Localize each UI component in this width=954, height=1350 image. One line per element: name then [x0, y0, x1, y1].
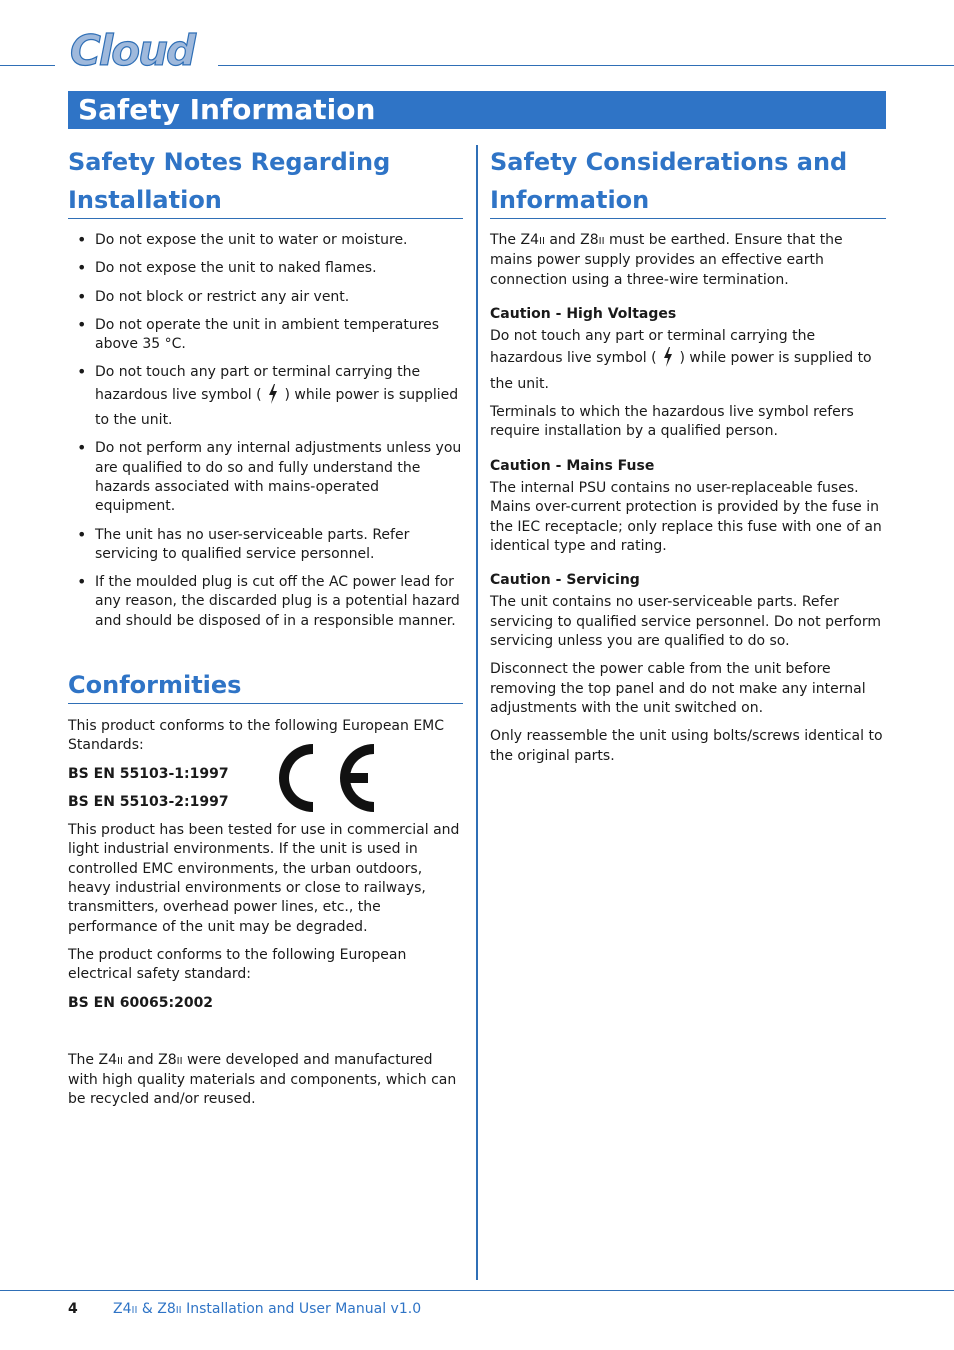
mains-fuse-title: Caution - Mains Fuse	[490, 457, 655, 474]
high-voltage-text: Do not touch any part or terminal carrying the hazardous live symbol ( ) while power is supplied to the unit.	[490, 328, 872, 392]
section-banner	[68, 91, 886, 129]
servicing-text-2: Disconnect the power cable from the unit before removing the top panel and do not make any internal adjustments with the unit switched on.	[490, 661, 866, 716]
considerations-heading: Safety Considerations and Information	[490, 148, 848, 214]
list-item: • Do not touch any part or terminal carrying the hazardous live symbol ( ) while power is supplied to the unit.	[68, 363, 463, 430]
servicing-text-3: Only reassemble the unit using bolts/screws identical to the original parts.	[490, 728, 883, 764]
cloud-logo	[68, 28, 208, 76]
list-item: • The unit has no user-serviceable parts. Refer servicing to qualified service personnel.	[68, 526, 463, 565]
svg-text:Cloud: Cloud	[70, 28, 195, 72]
recycle-text: The Z4II and Z8II were developed and manufactured with high quality materials and components, which can be recycled and/or reused.	[68, 1051, 457, 1108]
conformities-text	[68, 717, 460, 1119]
page-title: Safety Information	[78, 93, 376, 126]
page-number: 4	[68, 1301, 78, 1317]
installation-heading-rule	[68, 218, 463, 219]
high-voltage-text-2: Terminals to which the hazardous live symbol refers require installation by a qualified person.	[490, 404, 854, 440]
emc-tested-text: This product has been tested for use in commercial and light industrial environments. If the unit is used in controlled EMC environments, the urban outdoors, heavy industrial environments or close to railways, transmitters, overhead power lines, etc., the performance of the unit may be degraded.	[68, 822, 460, 935]
lightning-bolt-icon	[266, 383, 280, 411]
emc-standard-1: BS EN 55103-1:1997	[68, 765, 229, 782]
servicing-text-1: The unit contains no user-serviceable parts. Refer servicing to qualified service personnel. Do not perform servicing unless you are qualified to do so.	[490, 594, 881, 650]
conformities-heading-rule	[68, 703, 463, 704]
installation-notes	[68, 231, 463, 640]
column-divider	[476, 145, 478, 1280]
manual-title: Z4II & Z8II Installation and User Manual v1.0	[113, 1301, 422, 1317]
earth-text: The Z4II and Z8II must be earthed. Ensure that the mains power supply provides an effective earth connection using a three-wire termination.	[490, 232, 843, 288]
electrical-intro: The product conforms to the following European electrical safety standard:	[68, 946, 407, 983]
list-item: • Do not perform any internal adjustments unless you are qualified to do so and fully understand the hazards associated with mains-operated equipment.	[68, 439, 463, 516]
high-voltage-title: Caution - High Voltages	[490, 305, 677, 322]
installation-heading: Safety Notes Regarding Installation	[68, 148, 391, 214]
list-item: • Do not expose the unit to water or moisture.	[68, 231, 463, 250]
emc-intro: This product conforms to the following European EMC Standards:	[68, 718, 445, 754]
lightning-bolt-icon	[661, 346, 675, 374]
conformities-heading: Conformities	[68, 671, 242, 699]
servicing-title: Caution - Servicing	[490, 572, 640, 589]
list-item: • If the moulded plug is cut off the AC power lead for any reason, the discarded plug is a potential hazard and should be disposed of in a responsible manner.	[68, 573, 463, 631]
list-item: • Do not operate the unit in ambient temperatures above 35 °C.	[68, 316, 463, 355]
list-item: • Do not expose the unit to naked flames.	[68, 259, 463, 278]
footer-rule	[0, 1290, 954, 1291]
considerations-heading-rule	[490, 218, 886, 219]
header-rule-left	[0, 65, 55, 66]
mains-fuse-text: The internal PSU contains no user-replaceable fuses. Mains over-current protection is provided by the fuse in the IEC receptacle; only replace this fuse with one of an identical type and rating.	[490, 479, 882, 554]
considerations-text	[490, 231, 886, 775]
ce-mark-icon	[276, 740, 376, 820]
list-item: • Do not block or restrict any air vent.	[68, 288, 463, 307]
installation-bullet-list	[68, 231, 463, 631]
emc-standard-2: BS EN 55103-2:1997	[68, 793, 229, 810]
electrical-standard: BS EN 60065:2002	[68, 994, 214, 1011]
header-rule-right	[218, 65, 954, 66]
